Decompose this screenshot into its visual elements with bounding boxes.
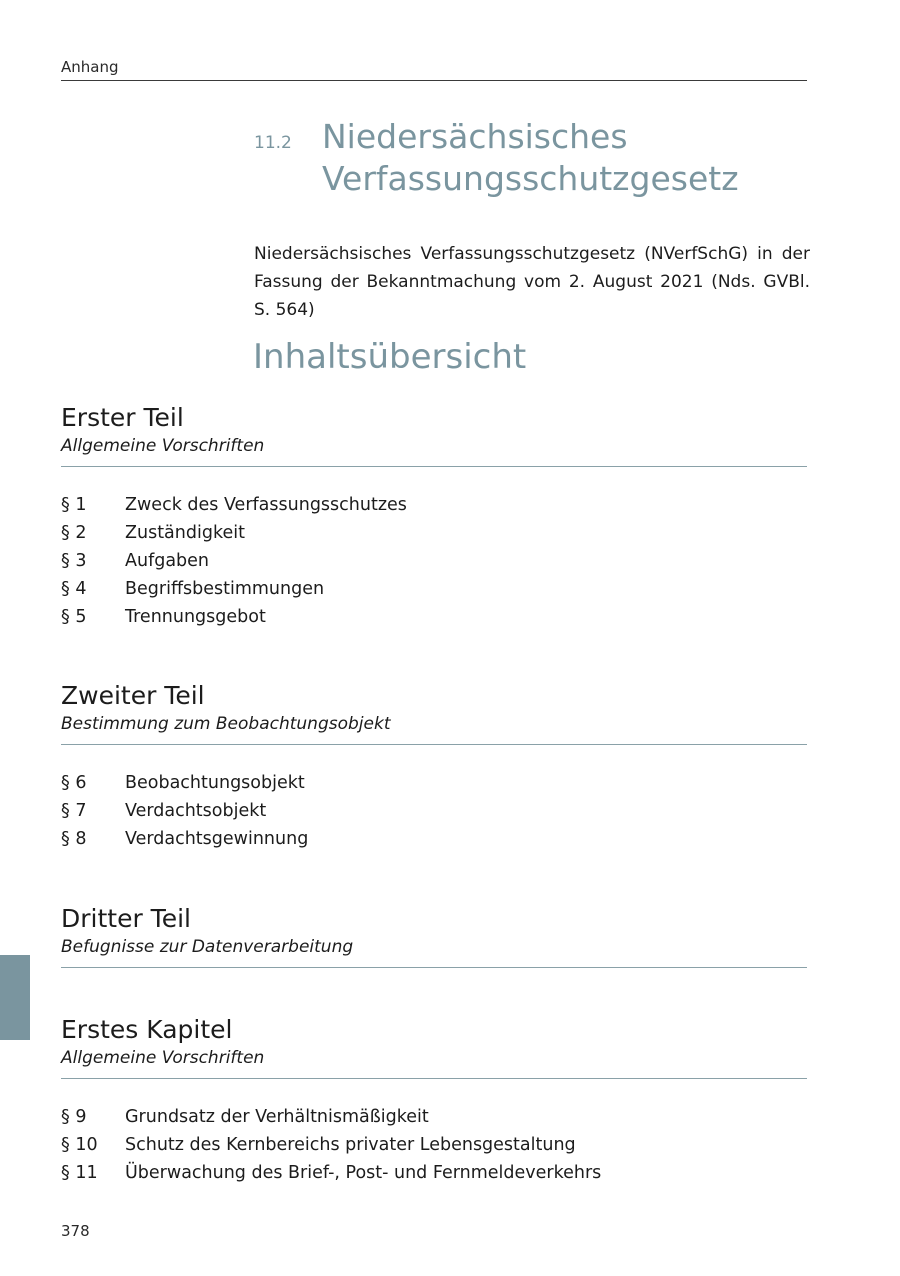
toc-entry[interactable]: [61, 769, 807, 797]
toc-entry[interactable]: [61, 1103, 807, 1131]
paragraph-label: Zweck des Verfassungsschutzes: [125, 495, 407, 515]
chapter-side-tab: [0, 955, 30, 1040]
paragraph-number: § 1: [61, 495, 87, 515]
section-subtitle: Bestimmung zum Beobachtungsobjekt: [61, 712, 807, 745]
toc-list: [61, 491, 807, 631]
paragraph-number: § 8: [61, 829, 87, 849]
toc-entry[interactable]: [61, 547, 807, 575]
toc-section-zweiter-teil: [61, 680, 807, 853]
paragraph-number: § 11: [61, 1163, 98, 1183]
paragraph-number: § 10: [61, 1135, 98, 1155]
toc-entry[interactable]: [61, 797, 807, 825]
paragraph-label: Schutz des Kernbereichs privater Lebensgestaltung: [125, 1135, 576, 1155]
toc-section-erster-teil: [61, 402, 807, 631]
section-subtitle: Befugnisse zur Datenverarbeitung: [61, 935, 807, 968]
chapter-title-line-2: Verfassungsschutzgesetz: [322, 159, 739, 198]
running-head: Anhang: [61, 58, 807, 81]
paragraph-number: § 2: [61, 523, 87, 543]
toc-entry[interactable]: [61, 1159, 807, 1187]
toc-entry[interactable]: [61, 519, 807, 547]
paragraph-number: § 6: [61, 773, 87, 793]
paragraph-label: Begriffsbestimmungen: [125, 579, 325, 599]
chapter-number: 11.2: [254, 133, 292, 153]
paragraph-label: Verdachtsobjekt: [125, 801, 267, 821]
paragraph-number: § 4: [61, 579, 87, 599]
intro-paragraph: Niedersächsisches Verfassungsschutzgesetz (NVerfSchG) in der Fassung der Bekanntmachung vom 2. August 2021 (Nds. GVBl. S. 564): [254, 244, 810, 320]
paragraph-label: Trennungsgebot: [125, 607, 266, 627]
section-title: Dritter Teil: [61, 904, 191, 933]
toc-entry[interactable]: [61, 603, 807, 631]
section-title: Zweiter Teil: [61, 681, 205, 710]
page-number: 378: [61, 1222, 90, 1240]
toc-entry[interactable]: [61, 575, 807, 603]
toc-heading: Inhaltsübersicht: [253, 337, 527, 377]
toc-section-erstes-kapitel: [61, 1014, 807, 1187]
section-subtitle: Allgemeine Vorschriften: [61, 1046, 807, 1079]
paragraph-number: § 7: [61, 801, 87, 821]
paragraph-number: § 5: [61, 607, 87, 627]
paragraph-label: Aufgaben: [125, 551, 210, 571]
toc-list: [61, 769, 807, 853]
chapter-title-line-1: Niedersächsisches: [322, 117, 628, 156]
section-subtitle: Allgemeine Vorschriften: [61, 434, 807, 467]
section-title: Erster Teil: [61, 403, 184, 432]
paragraph-label: Verdachtsgewinnung: [125, 829, 309, 849]
paragraph-number: § 3: [61, 551, 87, 571]
toc-section-dritter-teil: [61, 903, 807, 968]
toc-entry[interactable]: [61, 1131, 807, 1159]
section-title: Erstes Kapitel: [61, 1015, 233, 1044]
toc-list: [61, 1103, 807, 1187]
chapter-title: [322, 116, 739, 200]
toc-entry[interactable]: [61, 491, 807, 519]
paragraph-label: Überwachung des Brief-, Post- und Fernmeldeverkehrs: [125, 1163, 602, 1183]
paragraph-number: § 9: [61, 1107, 87, 1127]
paragraph-label: Zuständigkeit: [125, 523, 245, 543]
paragraph-label: Beobachtungsobjekt: [125, 773, 305, 793]
paragraph-label: Grundsatz der Verhältnismäßigkeit: [125, 1107, 429, 1127]
toc-entry[interactable]: [61, 825, 807, 853]
